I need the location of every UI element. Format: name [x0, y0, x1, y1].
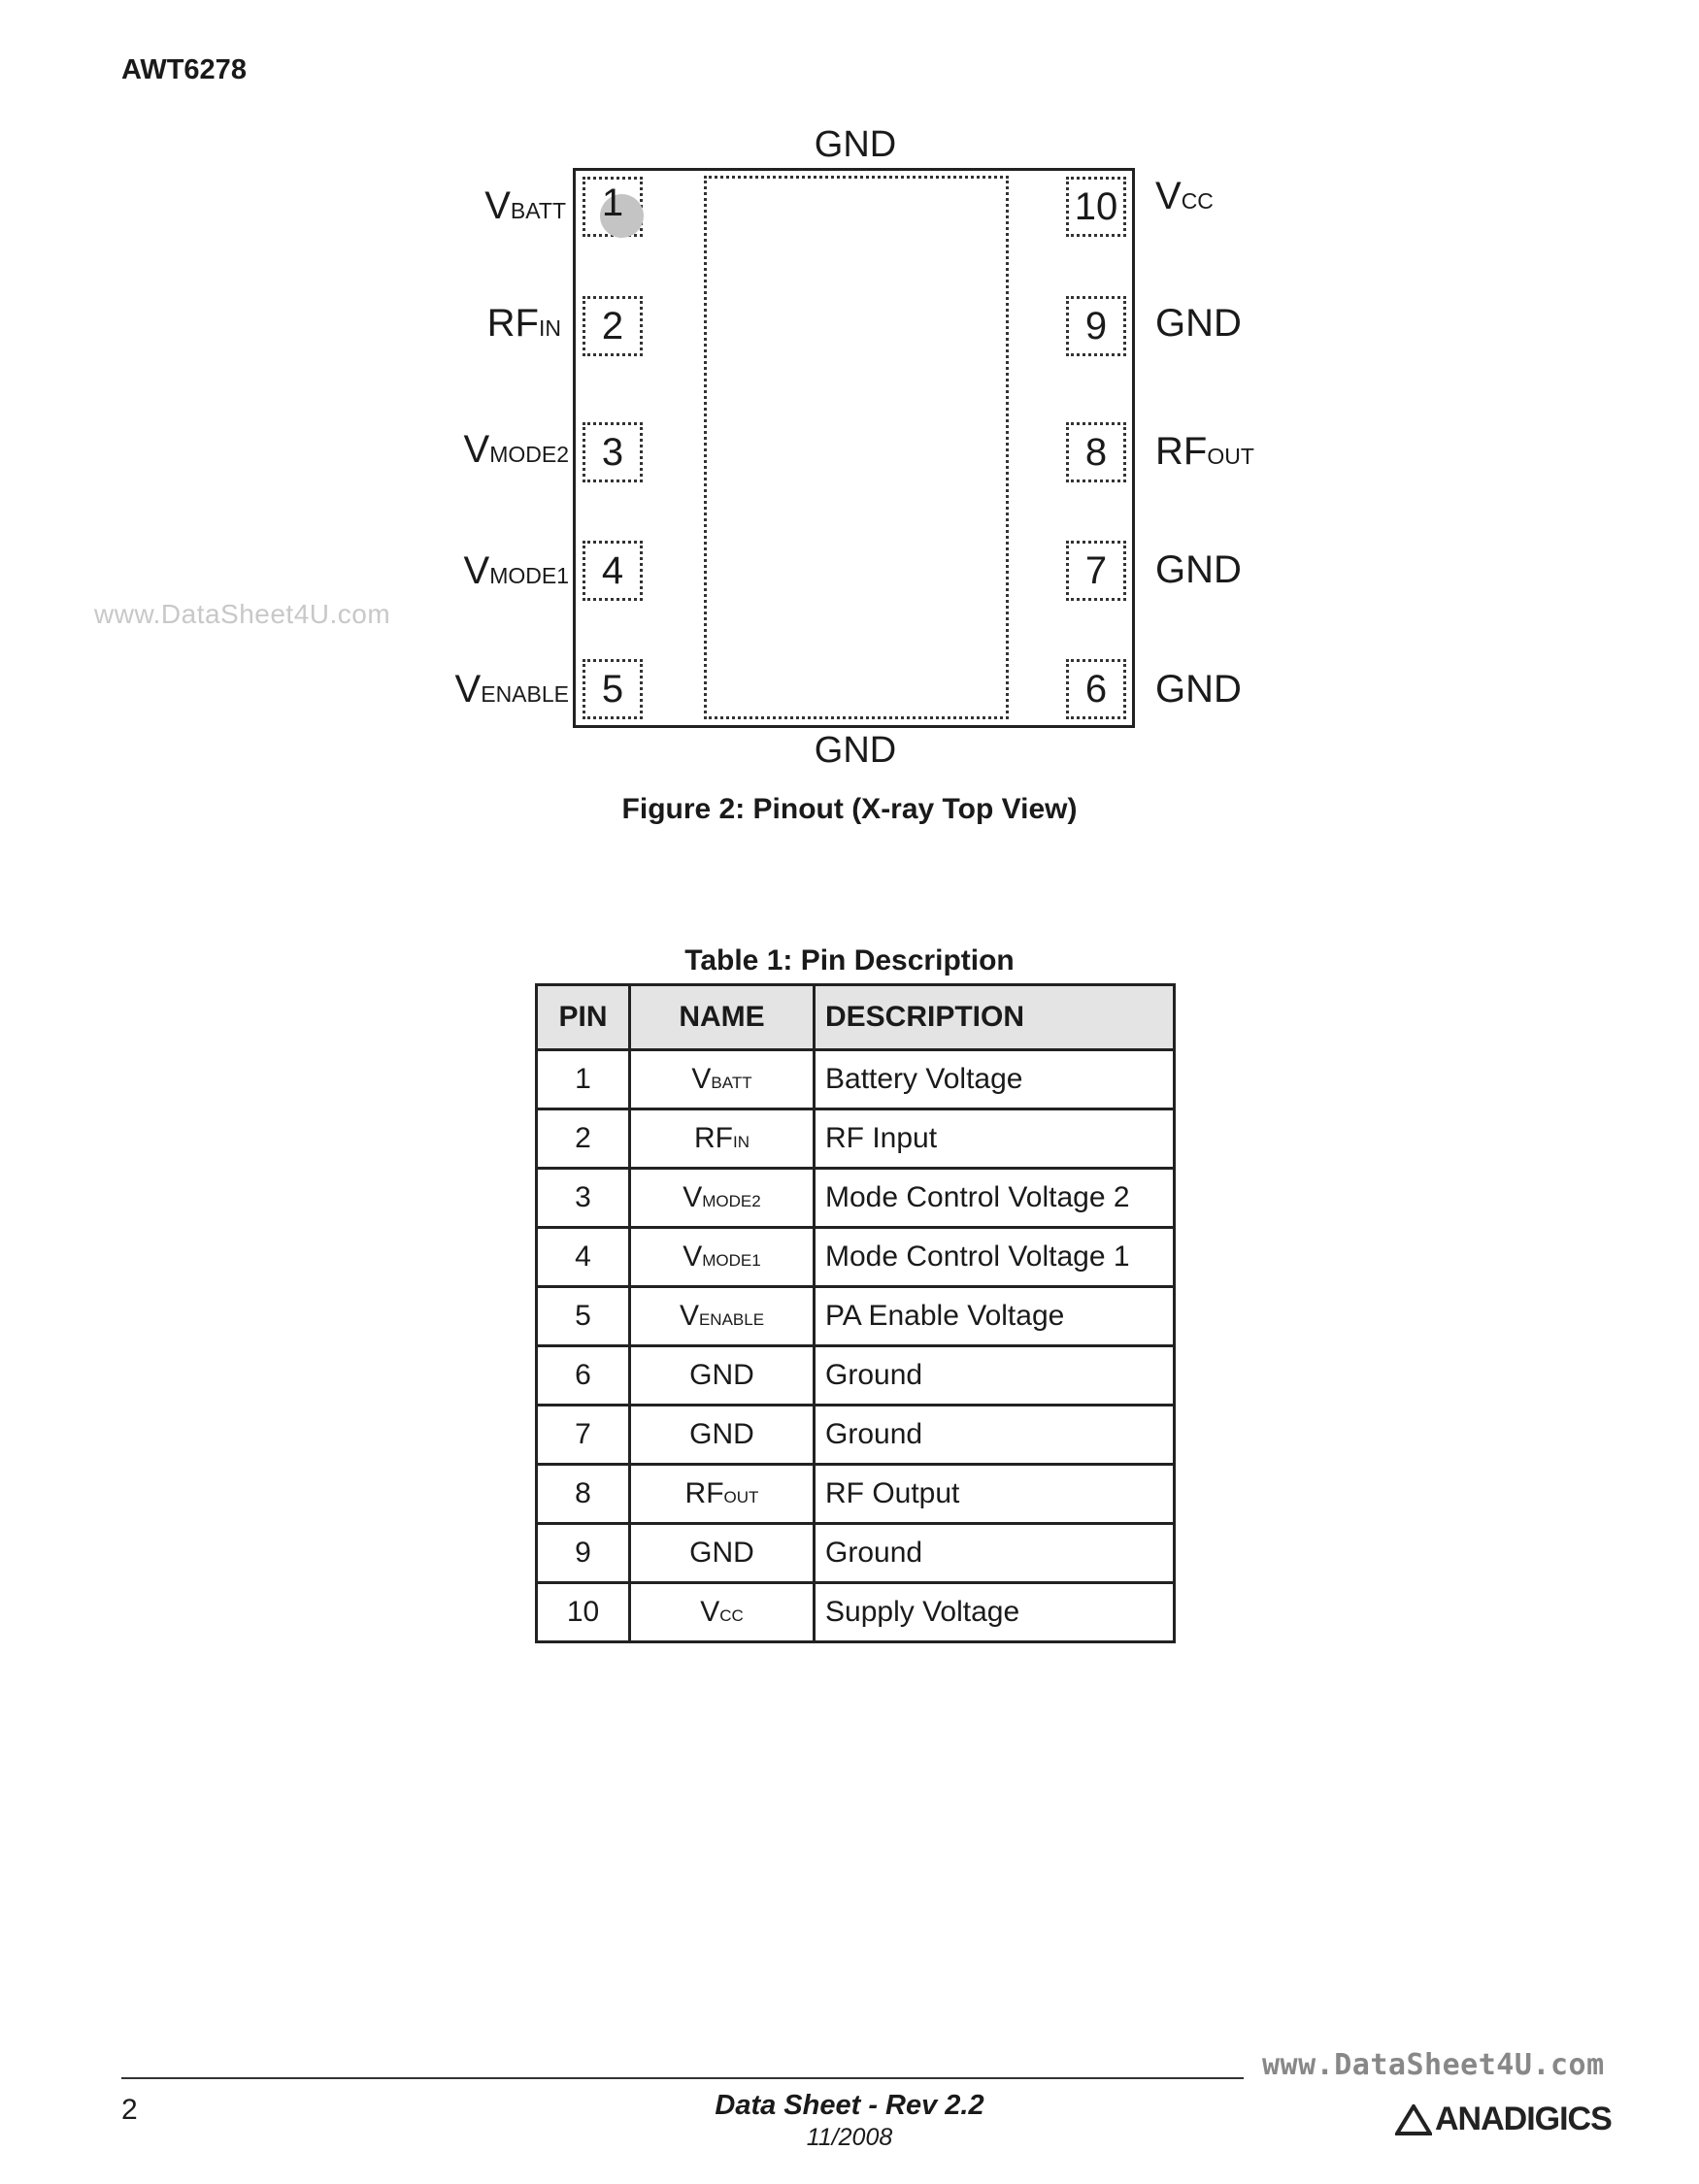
company-logo [1395, 2101, 1612, 2138]
table-row [537, 1109, 1175, 1169]
cell-description: Ground [815, 1346, 1175, 1406]
pin-number: 5 [601, 667, 624, 711]
cell-pin: 5 [537, 1287, 630, 1346]
header-pin: PIN [537, 985, 630, 1050]
pin-number: 4 [601, 548, 624, 592]
page-number: 2 [121, 2094, 138, 2126]
cell-name: VENABLE [630, 1287, 815, 1346]
pin-1-label: VBATT [484, 184, 566, 227]
cell-name: VBATT [630, 1050, 815, 1109]
table-header-row [537, 985, 1175, 1050]
pin-description-table [535, 983, 1176, 1643]
cell-pin: 10 [537, 1583, 630, 1642]
cell-pin: 7 [537, 1406, 630, 1465]
logo-mark-icon [1395, 2104, 1432, 2135]
cell-description: PA Enable Voltage [815, 1287, 1175, 1346]
cell-name: RFIN [630, 1109, 815, 1169]
header-description: DESCRIPTION [815, 985, 1175, 1050]
table-row [537, 1583, 1175, 1642]
exposed-pad [704, 176, 1009, 719]
pin-8-box [1066, 422, 1126, 482]
table-row [537, 1465, 1175, 1524]
pin-2-box [583, 296, 643, 356]
pin-number: 2 [601, 304, 624, 347]
table-row [537, 1050, 1175, 1109]
cell-pin: 9 [537, 1524, 630, 1583]
table-row [537, 1524, 1175, 1583]
table-row [537, 1346, 1175, 1406]
pin-number: 3 [601, 430, 624, 474]
cell-name: GND [630, 1524, 815, 1583]
table-row [537, 1228, 1175, 1287]
pin-number: 7 [1084, 548, 1108, 592]
pin-7-box [1066, 541, 1126, 601]
table-row [537, 1169, 1175, 1228]
pin-number: 10 [1074, 184, 1118, 228]
cell-name: VMODE2 [630, 1169, 815, 1228]
document-title: AWT6278 [121, 54, 247, 85]
cell-description: Ground [815, 1406, 1175, 1465]
cell-name: RFOUT [630, 1465, 815, 1524]
footer-divider [121, 2077, 1244, 2079]
table-caption: Table 1: Pin Description [684, 944, 1015, 976]
cell-name: GND [630, 1346, 815, 1406]
gnd-bottom-label: GND [814, 730, 897, 771]
cell-description: Ground [815, 1524, 1175, 1583]
cell-description: Supply Voltage [815, 1583, 1175, 1642]
gnd-top-label: GND [814, 124, 897, 165]
figure-caption: Figure 2: Pinout (X-ray Top View) [621, 793, 1078, 825]
pin-number: 9 [1084, 304, 1108, 347]
cell-description: RF Input [815, 1109, 1175, 1169]
cell-name: GND [630, 1406, 815, 1465]
footer-date: 11/2008 [806, 2124, 893, 2151]
watermark-text: www.DataSheet4U.com [94, 599, 391, 629]
cell-pin: 3 [537, 1169, 630, 1228]
pin-9-box [1066, 296, 1126, 356]
cell-pin: 1 [537, 1050, 630, 1109]
cell-name: VCC [630, 1583, 815, 1642]
pin-9-label: GND [1155, 302, 1242, 345]
pin-8-label: RFOUT [1155, 430, 1254, 473]
logo-text: ANADIGICS [1435, 2101, 1612, 2137]
cell-pin: 6 [537, 1346, 630, 1406]
pin-2-label: RFIN [486, 302, 561, 345]
pin-7-label: GND [1155, 548, 1242, 591]
cell-description: RF Output [815, 1465, 1175, 1524]
pin-6-box [1066, 659, 1126, 719]
cell-description: Battery Voltage [815, 1050, 1175, 1109]
pin-1-box [583, 177, 643, 237]
footer-doc-title: Data Sheet - Rev 2.2 [715, 2090, 984, 2121]
cell-pin: 8 [537, 1465, 630, 1524]
pin-4-box [583, 541, 643, 601]
pin-number: 1 [601, 181, 624, 224]
pin-10-label: VCC [1155, 175, 1214, 217]
pin-10-box [1066, 177, 1126, 237]
pin-6-label: GND [1155, 668, 1242, 711]
table-row [537, 1287, 1175, 1346]
table-row [537, 1406, 1175, 1465]
cell-description: Mode Control Voltage 1 [815, 1228, 1175, 1287]
pin-3-label: VMODE2 [463, 428, 569, 471]
cell-name: VMODE1 [630, 1228, 815, 1287]
pin-4-label: VMODE1 [463, 549, 569, 592]
header-name: NAME [630, 985, 815, 1050]
pin-number: 8 [1084, 430, 1108, 474]
pin-5-label: VENABLE [454, 668, 569, 711]
cell-description: Mode Control Voltage 2 [815, 1169, 1175, 1228]
pin-number: 6 [1084, 667, 1108, 711]
cell-pin: 4 [537, 1228, 630, 1287]
pin-3-box [583, 422, 643, 482]
cell-pin: 2 [537, 1109, 630, 1169]
pin-5-box [583, 659, 643, 719]
footer-watermark: www.DataSheet4U.com [1262, 2048, 1605, 2082]
